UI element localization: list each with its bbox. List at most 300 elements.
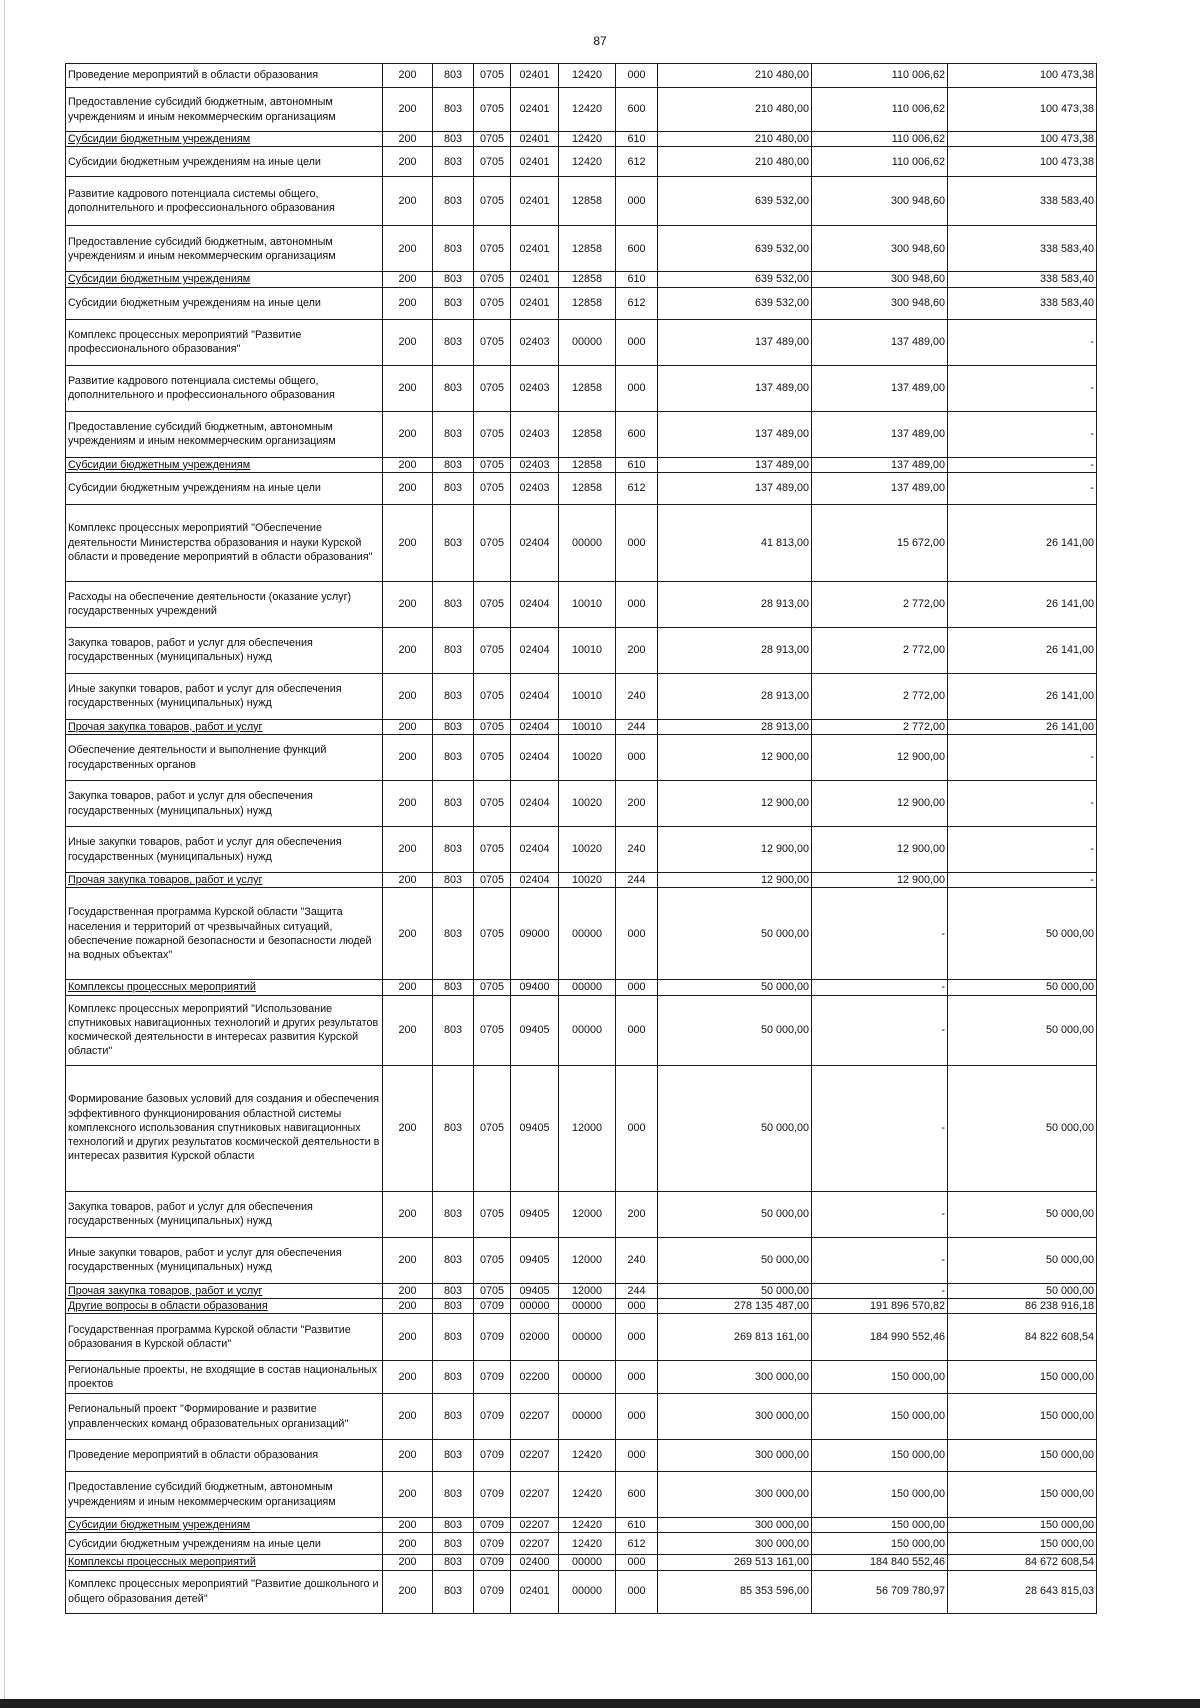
row-name: Комплекс процессных мероприятий "Развитие профессионального образования" <box>66 319 383 365</box>
col-ministry-code: 803 <box>433 1237 474 1283</box>
col-remaining-amount: 50 000,00 <box>948 888 1097 980</box>
col-executed-amount: 137 489,00 <box>812 472 948 504</box>
table-row <box>66 888 1097 980</box>
table-row <box>66 472 1097 504</box>
col-program-code: 02404 <box>511 719 559 734</box>
col-section-code: 0709 <box>474 1555 511 1570</box>
row-name: Иные закупки товаров, работ и услуг для обеспечения государственных (муниципальных) нужд <box>66 673 383 719</box>
col-remaining-amount: 50 000,00 <box>948 995 1097 1065</box>
col-direction-code: 12858 <box>559 365 616 411</box>
col-gr-code: 200 <box>383 719 433 734</box>
col-direction-code: 00000 <box>559 980 616 995</box>
col-program-code: 02404 <box>511 735 559 781</box>
col-executed-amount: 137 489,00 <box>812 411 948 457</box>
col-ministry-code: 803 <box>433 1314 474 1361</box>
col-gr-code: 200 <box>383 980 433 995</box>
col-gr-code: 200 <box>383 319 433 365</box>
col-executed-amount: 2 772,00 <box>812 581 948 627</box>
table-row <box>66 365 1097 411</box>
col-section-code: 0705 <box>474 719 511 734</box>
row-name: Региональные проекты, не входящие в состав национальных проектов <box>66 1361 383 1394</box>
col-executed-amount: 110 006,62 <box>812 132 948 147</box>
col-section-code: 0705 <box>474 88 511 132</box>
col-section-code: 0705 <box>474 735 511 781</box>
col-direction-code: 00000 <box>559 1394 616 1440</box>
col-ministry-code: 803 <box>433 995 474 1065</box>
col-program-code: 02207 <box>511 1472 559 1518</box>
row-name: Субсидии бюджетным учреждениям <box>66 132 383 147</box>
col-gr-code: 200 <box>383 1191 433 1237</box>
col-remaining-amount: - <box>948 319 1097 365</box>
col-direction-code: 12420 <box>559 1518 616 1533</box>
col-remaining-amount: - <box>948 781 1097 827</box>
row-name: Обеспечение деятельности и выполнение функций государственных органов <box>66 735 383 781</box>
col-program-code: 02207 <box>511 1533 559 1555</box>
col-gr-code: 200 <box>383 873 433 888</box>
col-section-code: 0705 <box>474 627 511 673</box>
col-plan-amount: 137 489,00 <box>658 457 812 472</box>
col-gr-code: 200 <box>383 177 433 226</box>
row-name: Субсидии бюджетным учреждениям на иные цели <box>66 472 383 504</box>
col-section-code: 0705 <box>474 781 511 827</box>
col-direction-code: 12858 <box>559 272 616 287</box>
col-plan-amount: 50 000,00 <box>658 1191 812 1237</box>
col-gr-code: 200 <box>383 365 433 411</box>
col-program-code: 00000 <box>511 1298 559 1313</box>
col-program-code: 02404 <box>511 627 559 673</box>
col-expense-type-code: 000 <box>616 1065 658 1191</box>
col-program-code: 02401 <box>511 1570 559 1613</box>
col-direction-code: 00000 <box>559 995 616 1065</box>
col-ministry-code: 803 <box>433 272 474 287</box>
col-ministry-code: 803 <box>433 287 474 319</box>
col-plan-amount: 269 513 161,00 <box>658 1555 812 1570</box>
col-plan-amount: 300 000,00 <box>658 1472 812 1518</box>
col-expense-type-code: 612 <box>616 1533 658 1555</box>
table-row <box>66 627 1097 673</box>
col-remaining-amount: - <box>948 472 1097 504</box>
table-row <box>66 64 1097 88</box>
table-row <box>66 827 1097 873</box>
col-expense-type-code: 000 <box>616 319 658 365</box>
col-ministry-code: 803 <box>433 88 474 132</box>
col-direction-code: 12420 <box>559 147 616 177</box>
col-section-code: 0705 <box>474 132 511 147</box>
col-expense-type-code: 240 <box>616 827 658 873</box>
col-direction-code: 00000 <box>559 319 616 365</box>
col-section-code: 0705 <box>474 226 511 272</box>
col-program-code: 02207 <box>511 1518 559 1533</box>
col-plan-amount: 278 135 487,00 <box>658 1298 812 1313</box>
col-plan-amount: 85 353 596,00 <box>658 1570 812 1613</box>
col-executed-amount: 150 000,00 <box>812 1361 948 1394</box>
col-section-code: 0705 <box>474 287 511 319</box>
col-ministry-code: 803 <box>433 1065 474 1191</box>
col-remaining-amount: 84 672 608,54 <box>948 1555 1097 1570</box>
col-plan-amount: 300 000,00 <box>658 1361 812 1394</box>
col-remaining-amount: 50 000,00 <box>948 1283 1097 1298</box>
col-remaining-amount: 84 822 608,54 <box>948 1314 1097 1361</box>
col-section-code: 0705 <box>474 581 511 627</box>
col-section-code: 0709 <box>474 1361 511 1394</box>
col-section-code: 0705 <box>474 457 511 472</box>
col-gr-code: 200 <box>383 1570 433 1613</box>
col-executed-amount: 110 006,62 <box>812 88 948 132</box>
row-name: Формирование базовых условий для создания и обеспечения эффективного функционирования областной системы комплексного использования спутниковых навигационных технологий и других результатов космической деятельности в интересах развития Курской области <box>66 1065 383 1191</box>
row-name: Комплекс процессных мероприятий "Обеспечение деятельности Министерства образования и науки Курской области и проведение мероприятий в области образования" <box>66 504 383 581</box>
table-row <box>66 673 1097 719</box>
table-row <box>66 457 1097 472</box>
row-name: Иные закупки товаров, работ и услуг для обеспечения государственных (муниципальных) нужд <box>66 1237 383 1283</box>
col-program-code: 02401 <box>511 226 559 272</box>
col-plan-amount: 28 913,00 <box>658 581 812 627</box>
table-row <box>66 1518 1097 1533</box>
col-ministry-code: 803 <box>433 1191 474 1237</box>
col-expense-type-code: 000 <box>616 365 658 411</box>
col-ministry-code: 803 <box>433 781 474 827</box>
table-row <box>66 1533 1097 1555</box>
col-program-code: 02400 <box>511 1555 559 1570</box>
col-direction-code: 12000 <box>559 1191 616 1237</box>
col-program-code: 02207 <box>511 1394 559 1440</box>
col-ministry-code: 803 <box>433 1283 474 1298</box>
col-expense-type-code: 600 <box>616 411 658 457</box>
col-program-code: 02000 <box>511 1314 559 1361</box>
col-program-code: 02404 <box>511 873 559 888</box>
col-executed-amount: 191 896 570,82 <box>812 1298 948 1313</box>
col-remaining-amount: 50 000,00 <box>948 1237 1097 1283</box>
table-row <box>66 504 1097 581</box>
col-program-code: 09405 <box>511 1283 559 1298</box>
col-direction-code: 10010 <box>559 673 616 719</box>
col-program-code: 02403 <box>511 319 559 365</box>
col-remaining-amount: 100 473,38 <box>948 88 1097 132</box>
col-direction-code: 12420 <box>559 88 616 132</box>
col-gr-code: 200 <box>383 1283 433 1298</box>
col-direction-code: 12420 <box>559 1533 616 1555</box>
col-remaining-amount: - <box>948 365 1097 411</box>
col-remaining-amount: 150 000,00 <box>948 1394 1097 1440</box>
col-executed-amount: 137 489,00 <box>812 319 948 365</box>
row-name: Прочая закупка товаров, работ и услуг <box>66 873 383 888</box>
row-name: Комплекс процессных мероприятий "Использование спутниковых навигационных технологий и других результатов космической деятельности в интересах развития Курской области" <box>66 995 383 1065</box>
table-row <box>66 1440 1097 1472</box>
col-gr-code: 200 <box>383 64 433 88</box>
col-gr-code: 200 <box>383 581 433 627</box>
row-name: Расходы на обеспечение деятельности (оказание услуг) государственных учреждений <box>66 581 383 627</box>
col-gr-code: 200 <box>383 457 433 472</box>
col-plan-amount: 137 489,00 <box>658 411 812 457</box>
col-plan-amount: 50 000,00 <box>658 1065 812 1191</box>
table-row <box>66 980 1097 995</box>
col-direction-code: 12420 <box>559 1472 616 1518</box>
table-row <box>66 1555 1097 1570</box>
col-plan-amount: 137 489,00 <box>658 319 812 365</box>
col-plan-amount: 639 532,00 <box>658 272 812 287</box>
row-name: Предоставление субсидий бюджетным, автономным учреждениям и иным некоммерческим организациям <box>66 226 383 272</box>
row-name: Проведение мероприятий в области образования <box>66 1440 383 1472</box>
table-row <box>66 226 1097 272</box>
col-executed-amount: 184 840 552,46 <box>812 1555 948 1570</box>
table-row <box>66 132 1097 147</box>
col-direction-code: 12420 <box>559 1440 616 1472</box>
scan-bottom-bar <box>0 1699 1200 1708</box>
col-section-code: 0705 <box>474 472 511 504</box>
col-expense-type-code: 244 <box>616 1283 658 1298</box>
col-direction-code: 10010 <box>559 581 616 627</box>
col-executed-amount: 110 006,62 <box>812 64 948 88</box>
col-executed-amount: - <box>812 1191 948 1237</box>
col-expense-type-code: 612 <box>616 472 658 504</box>
col-expense-type-code: 610 <box>616 457 658 472</box>
col-expense-type-code: 244 <box>616 873 658 888</box>
col-gr-code: 200 <box>383 88 433 132</box>
col-gr-code: 200 <box>383 781 433 827</box>
col-remaining-amount: 338 583,40 <box>948 226 1097 272</box>
table-row <box>66 1237 1097 1283</box>
col-remaining-amount: 26 141,00 <box>948 581 1097 627</box>
col-gr-code: 200 <box>383 1298 433 1313</box>
col-section-code: 0705 <box>474 1191 511 1237</box>
col-plan-amount: 210 480,00 <box>658 88 812 132</box>
col-gr-code: 200 <box>383 1065 433 1191</box>
col-remaining-amount: - <box>948 411 1097 457</box>
col-plan-amount: 137 489,00 <box>658 365 812 411</box>
col-gr-code: 200 <box>383 472 433 504</box>
col-plan-amount: 269 813 161,00 <box>658 1314 812 1361</box>
col-ministry-code: 803 <box>433 1472 474 1518</box>
col-executed-amount: 12 900,00 <box>812 781 948 827</box>
col-program-code: 02401 <box>511 147 559 177</box>
col-plan-amount: 300 000,00 <box>658 1533 812 1555</box>
table-row <box>66 1570 1097 1613</box>
col-expense-type-code: 600 <box>616 88 658 132</box>
row-name: Комплекс процессных мероприятий "Развитие дошкольного и общего образования детей" <box>66 1570 383 1613</box>
row-name: Региональный проект "Формирование и развитие управленческих команд образовательных организаций" <box>66 1394 383 1440</box>
col-executed-amount: 137 489,00 <box>812 457 948 472</box>
col-ministry-code: 803 <box>433 1533 474 1555</box>
budget-table <box>65 63 1097 1614</box>
col-gr-code: 200 <box>383 995 433 1065</box>
col-ministry-code: 803 <box>433 673 474 719</box>
col-program-code: 02404 <box>511 827 559 873</box>
col-expense-type-code: 000 <box>616 504 658 581</box>
col-plan-amount: 210 480,00 <box>658 147 812 177</box>
col-ministry-code: 803 <box>433 1298 474 1313</box>
col-executed-amount: - <box>812 1283 948 1298</box>
col-executed-amount: 300 948,60 <box>812 177 948 226</box>
col-remaining-amount: 26 141,00 <box>948 673 1097 719</box>
row-name: Закупка товаров, работ и услуг для обеспечения государственных (муниципальных) нужд <box>66 1191 383 1237</box>
col-remaining-amount: 26 141,00 <box>948 504 1097 581</box>
col-gr-code: 200 <box>383 1472 433 1518</box>
col-ministry-code: 803 <box>433 147 474 177</box>
col-section-code: 0705 <box>474 888 511 980</box>
col-expense-type-code: 200 <box>616 1191 658 1237</box>
col-gr-code: 200 <box>383 1555 433 1570</box>
col-direction-code: 12858 <box>559 226 616 272</box>
col-program-code: 02401 <box>511 64 559 88</box>
col-program-code: 09405 <box>511 1191 559 1237</box>
col-executed-amount: 2 772,00 <box>812 627 948 673</box>
col-program-code: 09405 <box>511 1237 559 1283</box>
row-name: Комплексы процессных мероприятий <box>66 980 383 995</box>
col-section-code: 0705 <box>474 504 511 581</box>
col-remaining-amount: 50 000,00 <box>948 980 1097 995</box>
col-direction-code: 10010 <box>559 627 616 673</box>
col-direction-code: 00000 <box>559 1298 616 1313</box>
col-program-code: 02403 <box>511 472 559 504</box>
col-direction-code: 12858 <box>559 177 616 226</box>
col-plan-amount: 12 900,00 <box>658 735 812 781</box>
col-remaining-amount: 150 000,00 <box>948 1533 1097 1555</box>
col-expense-type-code: 600 <box>616 1472 658 1518</box>
col-ministry-code: 803 <box>433 581 474 627</box>
col-direction-code: 12858 <box>559 457 616 472</box>
col-remaining-amount: 338 583,40 <box>948 177 1097 226</box>
row-name: Закупка товаров, работ и услуг для обеспечения государственных (муниципальных) нужд <box>66 781 383 827</box>
col-section-code: 0709 <box>474 1518 511 1533</box>
col-remaining-amount: 50 000,00 <box>948 1191 1097 1237</box>
col-gr-code: 200 <box>383 827 433 873</box>
col-gr-code: 200 <box>383 1237 433 1283</box>
col-section-code: 0705 <box>474 147 511 177</box>
col-gr-code: 200 <box>383 504 433 581</box>
col-plan-amount: 300 000,00 <box>658 1518 812 1533</box>
col-gr-code: 200 <box>383 287 433 319</box>
col-executed-amount: 150 000,00 <box>812 1472 948 1518</box>
col-expense-type-code: 240 <box>616 673 658 719</box>
budget-table-body <box>66 64 1097 1614</box>
col-plan-amount: 50 000,00 <box>658 1283 812 1298</box>
col-executed-amount: 110 006,62 <box>812 147 948 177</box>
col-section-code: 0705 <box>474 411 511 457</box>
col-section-code: 0709 <box>474 1314 511 1361</box>
row-name: Комплексы процессных мероприятий <box>66 1555 383 1570</box>
col-expense-type-code: 000 <box>616 995 658 1065</box>
col-executed-amount: 300 948,60 <box>812 226 948 272</box>
table-row <box>66 1298 1097 1313</box>
col-expense-type-code: 000 <box>616 735 658 781</box>
table-row <box>66 1394 1097 1440</box>
table-row <box>66 1191 1097 1237</box>
row-name: Субсидии бюджетным учреждениям <box>66 272 383 287</box>
row-name: Предоставление субсидий бюджетным, автономным учреждениям и иным некоммерческим организациям <box>66 1472 383 1518</box>
col-expense-type-code: 000 <box>616 64 658 88</box>
col-executed-amount: 12 900,00 <box>812 735 948 781</box>
col-gr-code: 200 <box>383 272 433 287</box>
col-program-code: 02401 <box>511 177 559 226</box>
table-row <box>66 995 1097 1065</box>
col-direction-code: 10020 <box>559 735 616 781</box>
col-section-code: 0705 <box>474 177 511 226</box>
col-ministry-code: 803 <box>433 719 474 734</box>
col-ministry-code: 803 <box>433 226 474 272</box>
row-name: Субсидии бюджетным учреждениям <box>66 1518 383 1533</box>
col-expense-type-code: 000 <box>616 1555 658 1570</box>
col-remaining-amount: 150 000,00 <box>948 1518 1097 1533</box>
col-program-code: 02404 <box>511 781 559 827</box>
col-plan-amount: 12 900,00 <box>658 781 812 827</box>
col-executed-amount: - <box>812 888 948 980</box>
col-gr-code: 200 <box>383 147 433 177</box>
col-ministry-code: 803 <box>433 627 474 673</box>
col-ministry-code: 803 <box>433 1518 474 1533</box>
col-direction-code: 12420 <box>559 132 616 147</box>
col-ministry-code: 803 <box>433 132 474 147</box>
row-name: Субсидии бюджетным учреждениям на иные цели <box>66 287 383 319</box>
row-name: Субсидии бюджетным учреждениям на иные цели <box>66 147 383 177</box>
col-ministry-code: 803 <box>433 1394 474 1440</box>
col-section-code: 0705 <box>474 827 511 873</box>
col-remaining-amount: 86 238 916,18 <box>948 1298 1097 1313</box>
col-executed-amount: 12 900,00 <box>812 873 948 888</box>
col-expense-type-code: 000 <box>616 177 658 226</box>
col-executed-amount: 150 000,00 <box>812 1518 948 1533</box>
col-expense-type-code: 000 <box>616 888 658 980</box>
col-plan-amount: 639 532,00 <box>658 177 812 226</box>
table-row <box>66 1361 1097 1394</box>
col-plan-amount: 50 000,00 <box>658 888 812 980</box>
col-ministry-code: 803 <box>433 827 474 873</box>
col-program-code: 09405 <box>511 1065 559 1191</box>
row-name: Предоставление субсидий бюджетным, автономным учреждениям и иным некоммерческим организациям <box>66 88 383 132</box>
col-expense-type-code: 000 <box>616 1361 658 1394</box>
col-expense-type-code: 000 <box>616 1298 658 1313</box>
col-executed-amount: 2 772,00 <box>812 719 948 734</box>
table-row <box>66 781 1097 827</box>
col-gr-code: 200 <box>383 1440 433 1472</box>
col-plan-amount: 12 900,00 <box>658 827 812 873</box>
col-gr-code: 200 <box>383 226 433 272</box>
table-row <box>66 1472 1097 1518</box>
table-row <box>66 1065 1097 1191</box>
col-plan-amount: 28 913,00 <box>658 673 812 719</box>
col-direction-code: 12420 <box>559 64 616 88</box>
col-ministry-code: 803 <box>433 1555 474 1570</box>
col-remaining-amount: - <box>948 457 1097 472</box>
col-remaining-amount: - <box>948 873 1097 888</box>
col-program-code: 02200 <box>511 1361 559 1394</box>
col-ministry-code: 803 <box>433 873 474 888</box>
col-direction-code: 00000 <box>559 888 616 980</box>
col-direction-code: 10010 <box>559 719 616 734</box>
col-direction-code: 00000 <box>559 1555 616 1570</box>
col-gr-code: 200 <box>383 411 433 457</box>
col-gr-code: 200 <box>383 1361 433 1394</box>
col-section-code: 0709 <box>474 1570 511 1613</box>
col-executed-amount: 300 948,60 <box>812 287 948 319</box>
col-program-code: 02404 <box>511 673 559 719</box>
col-ministry-code: 803 <box>433 1361 474 1394</box>
col-section-code: 0705 <box>474 995 511 1065</box>
col-ministry-code: 803 <box>433 1440 474 1472</box>
table-row <box>66 177 1097 226</box>
col-ministry-code: 803 <box>433 472 474 504</box>
col-executed-amount: 56 709 780,97 <box>812 1570 948 1613</box>
col-remaining-amount: 150 000,00 <box>948 1472 1097 1518</box>
col-program-code: 02403 <box>511 365 559 411</box>
col-remaining-amount: 338 583,40 <box>948 272 1097 287</box>
col-ministry-code: 803 <box>433 411 474 457</box>
col-remaining-amount: 26 141,00 <box>948 719 1097 734</box>
col-ministry-code: 803 <box>433 980 474 995</box>
row-name: Государственная программа Курской области "Защита населения и территорий от чрезвычайных ситуаций, обеспечение пожарной безопасности и безопасности людей на водных объектах" <box>66 888 383 980</box>
table-row <box>66 272 1097 287</box>
table-row <box>66 411 1097 457</box>
col-executed-amount: 150 000,00 <box>812 1440 948 1472</box>
col-section-code: 0705 <box>474 365 511 411</box>
